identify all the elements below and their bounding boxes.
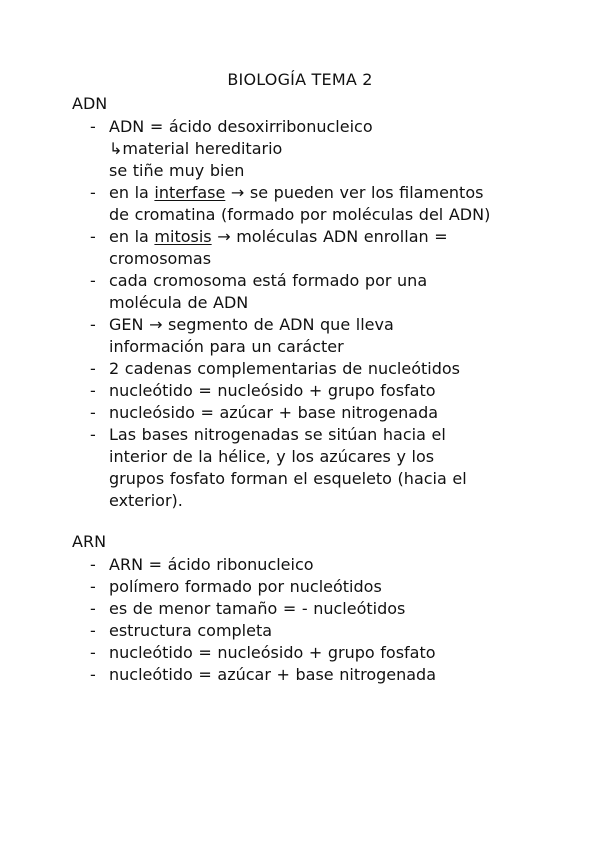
list-item: - 2 cadenas complementarias de nucleótidos [72, 358, 542, 380]
section-heading-arn: ARN [72, 532, 107, 551]
list-item: - estructura completa [72, 620, 542, 642]
list-item: - nucleósido = azúcar + base nitrogenada [72, 402, 542, 424]
underlined-term: mitosis [154, 227, 212, 246]
list-item: - Las bases nitrogenadas se sitúan hacia el interior de la hélice, y los azúcares y los grupos fosfato forman el esqueleto (hacia el exterior). [72, 424, 542, 512]
arn-list [72, 554, 542, 686]
list-item: - nucleótido = nucleósido + grupo fosfato [72, 380, 542, 402]
adn-list [72, 116, 542, 512]
list-item: - GEN → segmento de ADN que lleva información para un carácter [72, 314, 542, 358]
section-heading-adn: ADN [72, 94, 108, 113]
list-item: - cada cromosoma está formado por una molécula de ADN [72, 270, 542, 314]
list-item: - es de menor tamaño = - nucleótidos [72, 598, 542, 620]
list-item: - nucleótido = azúcar + base nitrogenada [72, 664, 542, 686]
list-item: - polímero formado por nucleótidos [72, 576, 542, 598]
list-item: - en la interfase → se pueden ver los filamentos de cromatina (formado por moléculas del ADN) [72, 182, 542, 226]
page-title: BIOLOGÍA TEMA 2 [227, 70, 373, 89]
list-item: - nucleótido = nucleósido + grupo fosfato [72, 642, 542, 664]
list-item: - en la mitosis → moléculas ADN enrollan = cromosomas [72, 226, 542, 270]
underlined-term: interfase [154, 183, 226, 202]
list-item: - ADN = ácido desoxirribonucleico ↳material hereditario se tiñe muy bien [72, 116, 542, 182]
list-item: - ARN = ácido ribonucleico [72, 554, 542, 576]
